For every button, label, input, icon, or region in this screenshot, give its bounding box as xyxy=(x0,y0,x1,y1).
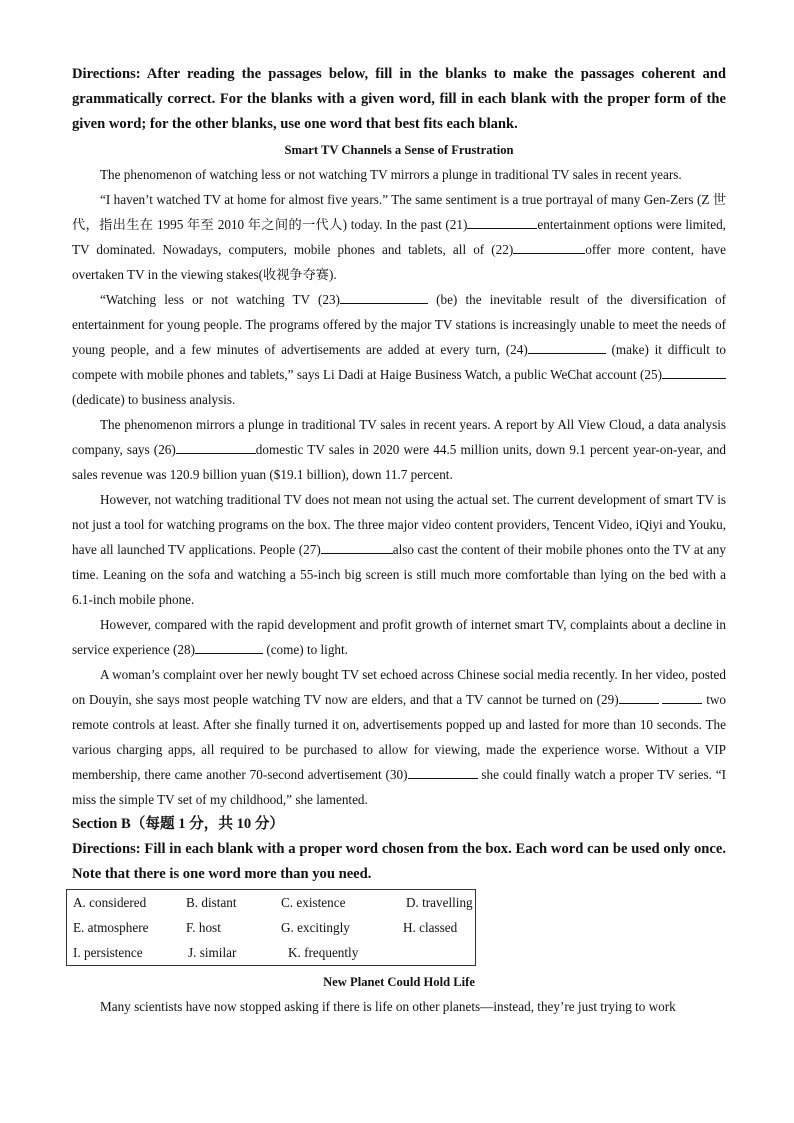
paragraph-4: The phenomenon mirrors a plunge in traditional TV sales in recent years. A report by All View Cloud, a data analysis company, says (26) domestic TV sales in 2020 were 44.5 million units, down 9.1 percent year-on-year, and sales revenue was 120.9 billion yuan ($19.1 billion), down 11.7 percent. xyxy=(72,417,727,482)
blank-29b[interactable] xyxy=(662,689,702,704)
passage-title: Smart TV Channels a Sense of Frustration xyxy=(284,143,514,157)
word-row xyxy=(73,940,475,965)
word-row xyxy=(73,890,475,915)
blank-21[interactable] xyxy=(467,214,537,229)
blank-22[interactable] xyxy=(513,239,585,254)
blank-24[interactable] xyxy=(528,339,606,354)
blank-30[interactable] xyxy=(408,764,478,779)
word-option: H. classed xyxy=(403,920,458,935)
word-option: J. similar xyxy=(188,945,237,960)
paragraph-1: The phenomenon of watching less or not watching TV mirrors a plunge in traditional TV sales in recent years. xyxy=(100,167,682,182)
word-option: F. host xyxy=(186,920,221,935)
word-row xyxy=(73,915,475,940)
section-b-heading: Section B（每题 1 分，共 10 分） xyxy=(72,816,285,832)
blank-29a[interactable] xyxy=(619,689,659,704)
directions-section-a: Directions: After reading the passages below, fill in the blanks to make the passages coherent and grammatically correct. For the blanks with a given word, fill in each blank with the proper form of the given word; for the other blanks, use one word that best fits each blank. xyxy=(72,66,726,132)
blank-28[interactable] xyxy=(195,639,263,654)
passage2-title: New Planet Could Hold Life xyxy=(323,975,475,989)
paragraph-6: However, compared with the rapid development and profit growth of internet smart TV, complaints about a decline in service experience (28) (come) to light. xyxy=(72,617,726,657)
paragraph-5: However, not watching traditional TV does not mean not using the actual set. The current development of smart TV is not just a tool for watching programs on the box. The three major video content providers, Tencent Video, iQiyi and Youku, have all launched TV applications. People (27) also cast the content of their mobile phones onto the TV at any time. Leaning on the sofa and watching a 55-inch big screen is still much more comfortable than lying on the bed with a 6.1-inch mobile phone. xyxy=(72,492,726,607)
blank-25[interactable] xyxy=(662,364,726,379)
word-option: G. excitingly xyxy=(281,920,350,935)
word-option: K. frequently xyxy=(288,945,359,960)
word-option: E. atmosphere xyxy=(73,920,149,935)
document-page xyxy=(72,62,726,1019)
blank-23[interactable] xyxy=(340,289,428,304)
word-option: D. travelling xyxy=(406,895,473,910)
blank-27[interactable] xyxy=(321,539,393,554)
paragraph-3: “Watching less or not watching TV (23) (be) the inevitable result of the diversification of entertainment for young people. The programs offered by the major TV stations is increasingly unable to meet the needs of young people, and a few minutes of advertisements are added at every turn, (24) (make) it difficult to compete with mobile phones and tablets,” says Li Dadi at Haige Business Watch, a public WeChat account (25)(dedicate) to business analysis. xyxy=(72,287,726,412)
paragraph-7: A woman’s complaint over her newly bought TV set echoed across Chinese social media recently. In her video, posted on Douyin, she says most people watching TV now are elders, and that a TV cannot be turned on (29) two remote controls at least. After she finally turned it on, advertisements popped up and lasted for more than 10 seconds. The various charging apps, all required to be purchased to allow for viewing, made the experience worse. Without a VIP membership, there came another 70-second advertisement (30) she could finally watch a proper TV series. “I miss the simple TV set of my childhood,” she lamented. xyxy=(72,667,727,807)
word-box xyxy=(66,889,476,966)
word-option: A. considered xyxy=(73,895,147,910)
directions-section-b: Directions: Fill in each blank with a proper word chosen from the box. Each word can be used only once. Note that there is one word more than you need. xyxy=(72,841,726,882)
paragraph-2: “I haven’t watched TV at home for almost five years.” The same sentiment is a true portrayal of many Gen-Zers (Z 世代，指出生在 1995 年至 2010 年之间的一代人) today. In the past (21) entertainment options were limited, TV dominated. Nowadays, computers, mobile phones and tablets, all of (22) offer more content, have overtaken TV in the viewing stakes(收视争夺赛). xyxy=(72,192,726,282)
passage2-paragraph-1: Many scientists have now stopped asking if there is life on other planets—instead, they’re just trying to work xyxy=(100,999,676,1014)
blank-26[interactable] xyxy=(176,439,256,454)
word-option: B. distant xyxy=(186,895,237,910)
word-option: C. existence xyxy=(281,895,346,910)
word-option: I. persistence xyxy=(73,945,143,960)
